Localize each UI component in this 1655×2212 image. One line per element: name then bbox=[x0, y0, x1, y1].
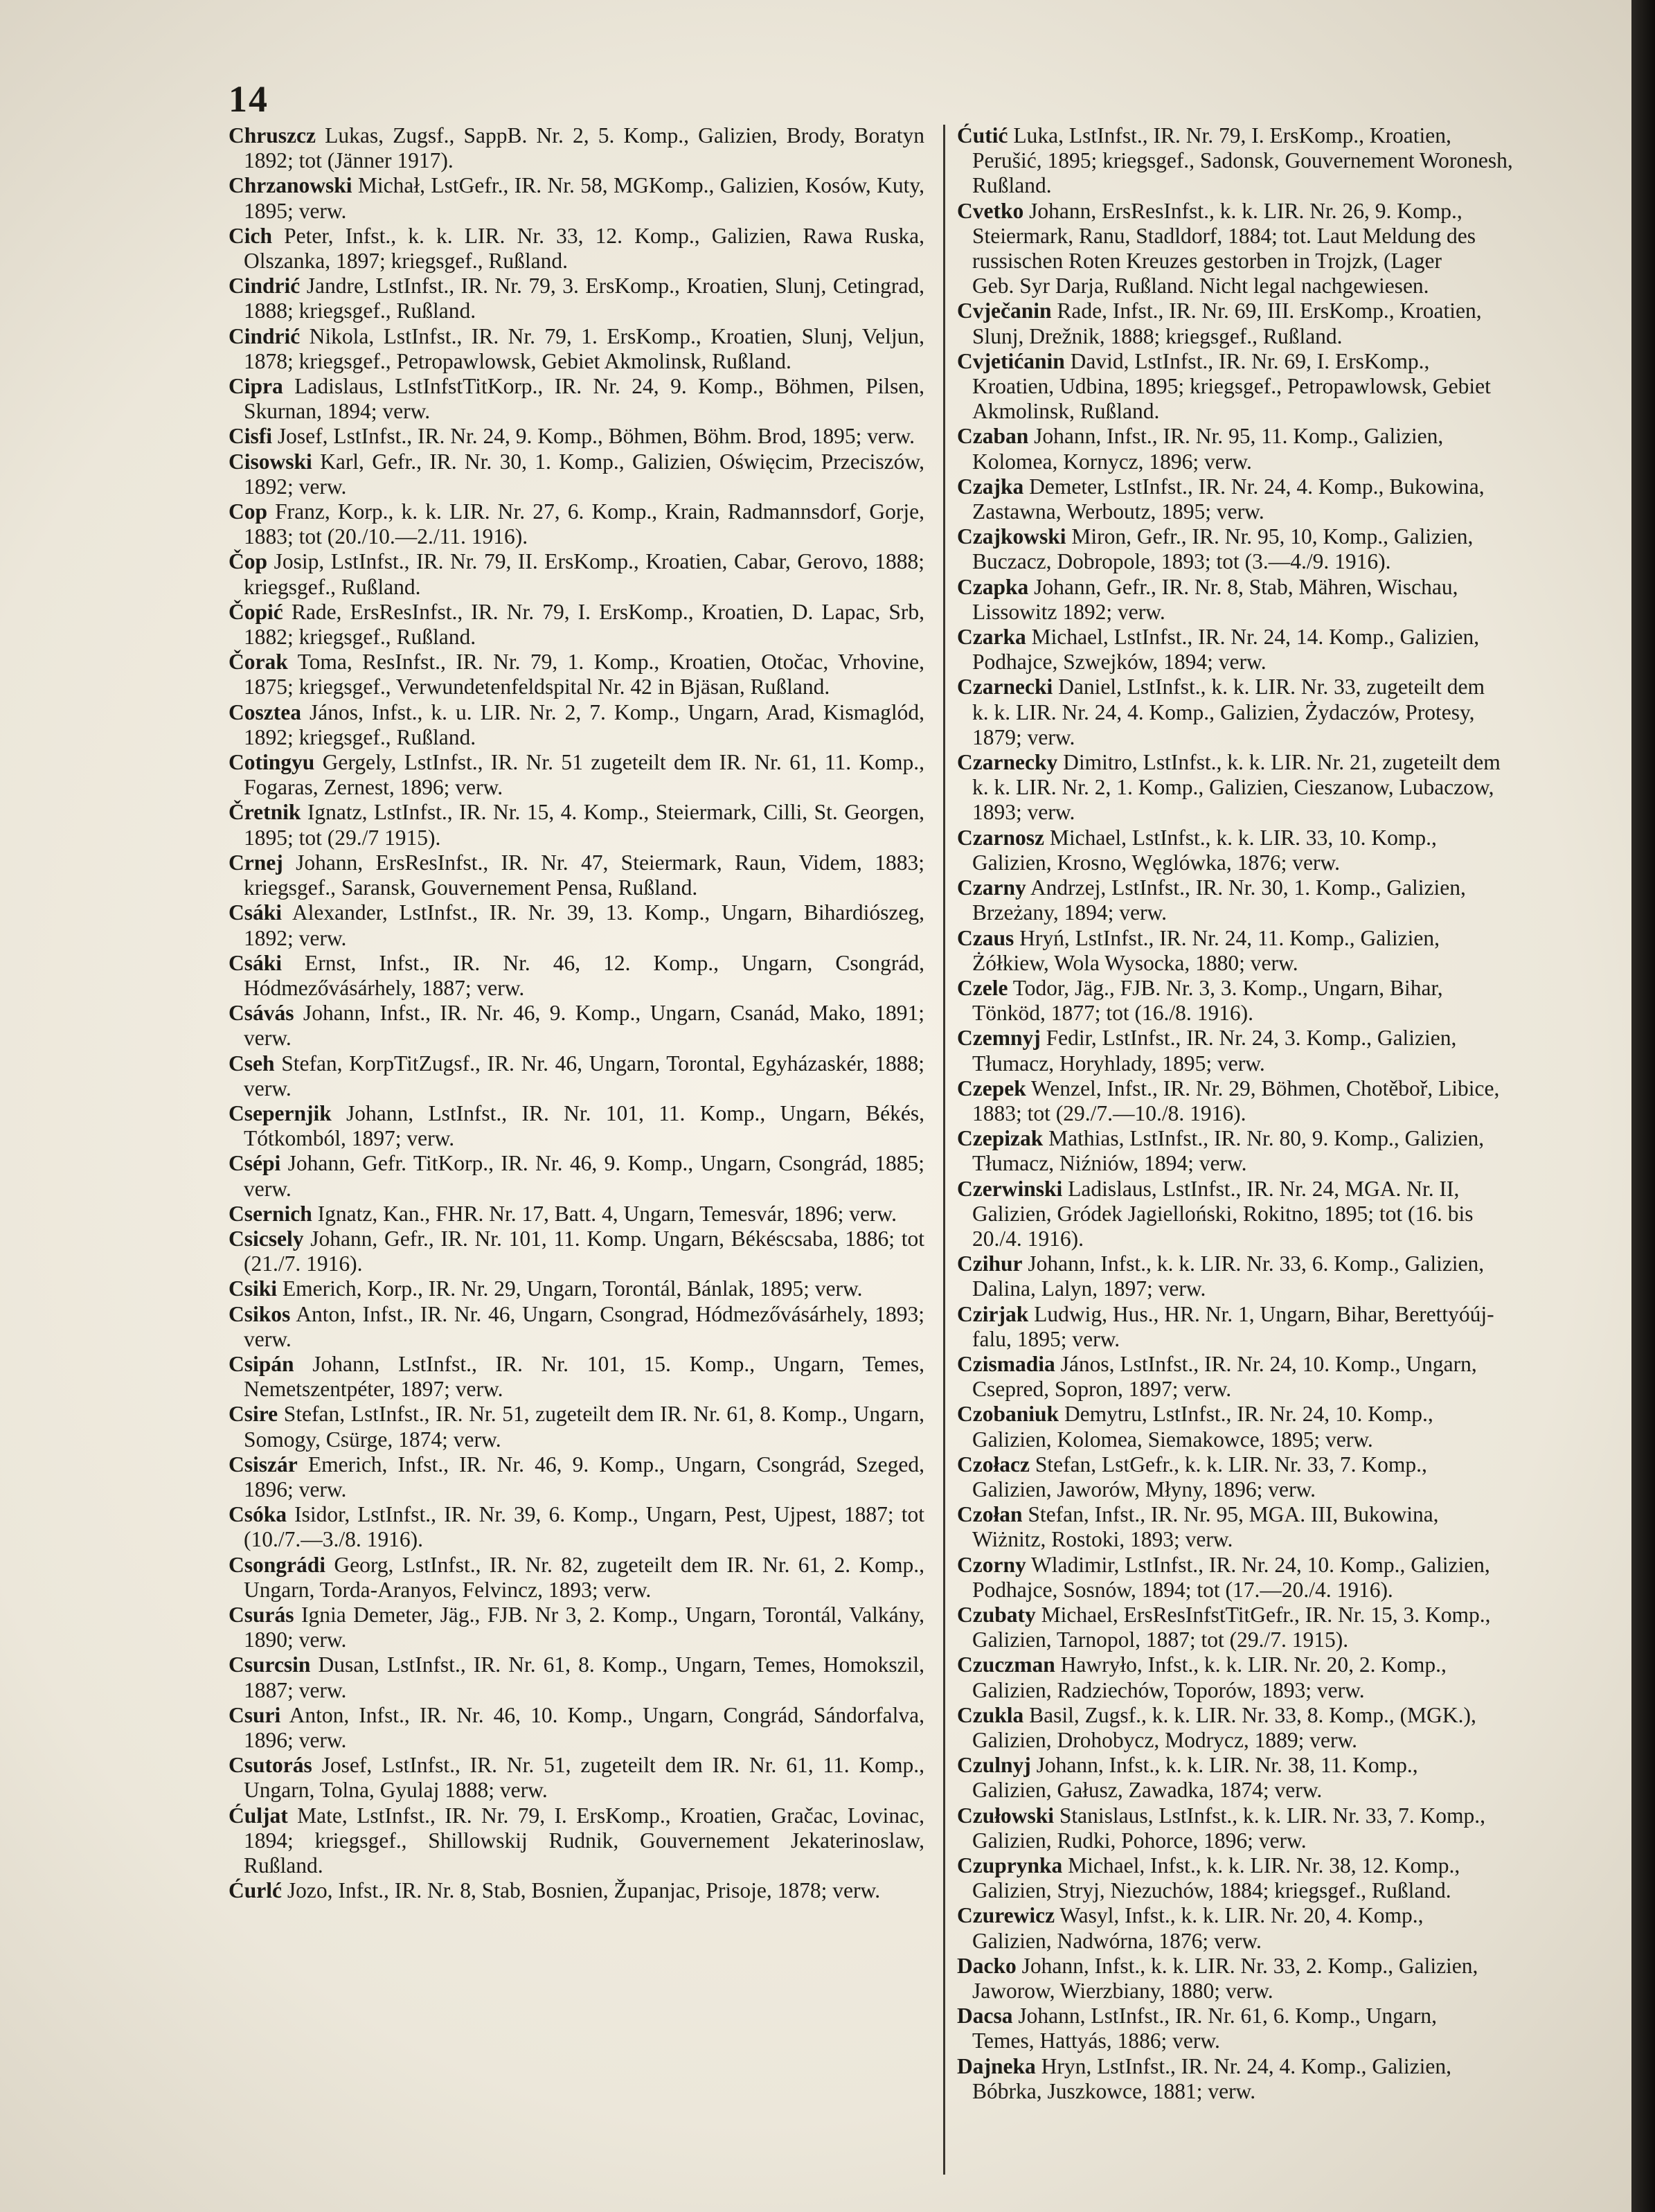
entry-continuation: Galizien, Tarnopol, 1887; tot (29./7. 1915). bbox=[972, 1627, 1349, 1652]
entry-continuation: Akmolinsk, Rußland. bbox=[972, 399, 1160, 424]
entry-surname: Cvjetićanin bbox=[957, 348, 1065, 373]
entry bbox=[229, 424, 924, 449]
entry bbox=[957, 1302, 1632, 1352]
entry-surname: Dacko bbox=[957, 1953, 1017, 1978]
entry-details: Emerich, Korp., IR. Nr. 29, Ungarn, Torontál, Bánlak, 1895; verw. bbox=[277, 1276, 863, 1301]
entry-details: Isidor, LstInfst., IR. Nr. 39, 6. Komp., Ungarn, Pest, Ujpest, 1887; tot (10./7.—3./8. 1916). bbox=[244, 1502, 924, 1552]
entry-surname: Czulnyj bbox=[957, 1753, 1031, 1778]
entry-surname: Czepizak bbox=[957, 1126, 1044, 1151]
entry-details: Ludwig, Hus., HR. Nr. 1, Ungarn, Bihar, Berettyóúj- bbox=[1028, 1301, 1494, 1326]
entry-surname: Czorny bbox=[957, 1552, 1026, 1577]
entry bbox=[957, 1553, 1632, 1603]
entry-continuation: Galizien, Gałusz, Zawadka, 1874; verw. bbox=[972, 1778, 1323, 1803]
entry-continuation: 20./4. 1916). bbox=[972, 1226, 1084, 1251]
entry-details: Johann, Gefr., IR. Nr. 8, Stab, Mähren, Wischau, bbox=[1028, 574, 1458, 599]
entry bbox=[229, 1553, 924, 1603]
entry-surname: Čop bbox=[229, 549, 268, 574]
entry-continuation: Podhajce, Szwejków, 1894; verw. bbox=[972, 650, 1267, 675]
entry bbox=[229, 1227, 924, 1276]
entry-details: Stefan, Infst., IR. Nr. 95, MGA. III, Bukowina, bbox=[1022, 1502, 1439, 1527]
entry bbox=[229, 1652, 924, 1702]
entry-surname: Csáki bbox=[229, 900, 283, 925]
entry-continuation: Kroatien, Udbina, 1895; kriegsgef., Petropawlowsk, Gebiet bbox=[972, 374, 1491, 399]
entry-surname: Chruszcz bbox=[229, 123, 316, 148]
entry bbox=[229, 750, 924, 800]
entry-details: Wladimir, LstInfst., IR. Nr. 24, 10. Komp., Galizien, bbox=[1026, 1552, 1490, 1577]
entry-surname: Ćuljat bbox=[229, 1803, 288, 1828]
entry-continuation: Geb. Syr Darja, Rußland. Nicht legal nachgewiesen. bbox=[972, 274, 1429, 298]
page-number: 14 bbox=[229, 78, 269, 120]
entry-details: Johann, Infst., k. k. LIR. Nr. 33, 2. Komp., Galizien, bbox=[1016, 1953, 1478, 1978]
entry-details: Jozo, Infst., IR. Nr. 8, Stab, Bosnien, Županjac, Prisoje, 1878; verw. bbox=[281, 1878, 881, 1903]
entry-details: Luka, LstInfst., IR. Nr. 79, I. ErsKomp., Kroatien, bbox=[1008, 123, 1451, 148]
entry-surname: Czerwinski bbox=[957, 1176, 1063, 1201]
entry-details: Johann, Gefr., IR. Nr. 101, 11. Komp. Ungarn, Békéscsaba, 1886; tot (21./7. 1916). bbox=[244, 1226, 924, 1276]
entry-surname: Cindrić bbox=[229, 323, 301, 348]
entry-continuation: Wiżnitz, Rostoki, 1893; verw. bbox=[972, 1527, 1233, 1552]
entry-details: David, LstInfst., IR. Nr. 69, I. ErsKomp., bbox=[1064, 348, 1430, 373]
entry-surname: Csire bbox=[229, 1402, 278, 1427]
entry bbox=[229, 1276, 924, 1301]
entry-details: Ignatz, LstInfst., IR. Nr. 15, 4. Komp., Steiermark, Cilli, St. Georgen, 1895; tot (29./7 1915). bbox=[244, 800, 924, 850]
entry-continuation: Galizien, Kolomea, Siemakowce, 1895; verw. bbox=[972, 1427, 1373, 1452]
entry-surname: Czołacz bbox=[957, 1452, 1030, 1477]
entry-continuation: russischen Roten Kreuzes gestorben in Trojzk, (Lager bbox=[972, 249, 1442, 274]
entry-surname: Cvetko bbox=[957, 198, 1024, 223]
entry-surname: Czukla bbox=[957, 1702, 1024, 1727]
entry-details: Johann, Gefr. TitKorp., IR. Nr. 46, 9. Komp., Ungarn, Csongrád, 1885; verw. bbox=[244, 1151, 924, 1201]
entry-surname: Csepernjik bbox=[229, 1100, 332, 1125]
entry bbox=[957, 625, 1632, 675]
entry-surname: Czuczman bbox=[957, 1652, 1055, 1677]
entry-surname: Csongrádi bbox=[229, 1552, 326, 1577]
entry-surname: Csáki bbox=[229, 950, 283, 975]
entry-details: Jandre, LstInfst., IR. Nr. 79, 3. ErsKomp., Kroatien, Slunj, Cetingrad, 1888; kriegsgef., Rußland. bbox=[244, 274, 924, 323]
entry bbox=[957, 1652, 1632, 1702]
entry-continuation: Temes, Hattyás, 1886; verw. bbox=[972, 2028, 1220, 2053]
entry-surname: Czarnosz bbox=[957, 825, 1044, 850]
entry bbox=[229, 173, 924, 223]
entry-continuation: Bóbrka, Juszkowce, 1881; verw. bbox=[972, 2078, 1256, 2103]
left-column bbox=[229, 123, 924, 1903]
entry bbox=[229, 800, 924, 850]
entry-details: Johann, Infst., k. k. LIR. Nr. 38, 11. Komp., bbox=[1030, 1753, 1418, 1778]
entry-surname: Csernich bbox=[229, 1201, 312, 1226]
entry-details: Gergely, LstInfst., IR. Nr. 51 zugeteilt dem IR. Nr. 61, 11. Komp., Fogaras, Zernest, 1896; verw. bbox=[244, 750, 924, 800]
entry bbox=[957, 123, 1632, 199]
entry bbox=[957, 1251, 1632, 1301]
entry bbox=[957, 1603, 1632, 1652]
entry-details: Dimitro, LstInfst., k. k. LIR. Nr. 21, zugeteilt dem bbox=[1057, 750, 1501, 775]
entry-details: Todor, Jäg., FJB. Nr. 3, 3. Komp., Ungarn, Bihar, bbox=[1008, 975, 1443, 1000]
entry bbox=[229, 274, 924, 323]
entry-surname: Czele bbox=[957, 975, 1008, 1000]
entry bbox=[957, 1402, 1632, 1452]
entry-surname: Czubaty bbox=[957, 1602, 1036, 1627]
entry-surname: Csiki bbox=[229, 1276, 278, 1301]
entry-surname: Csépi bbox=[229, 1151, 281, 1176]
entry-continuation: Csepred, Sopron, 1897; verw. bbox=[972, 1377, 1232, 1402]
entry bbox=[957, 1803, 1632, 1853]
entry-surname: Cvječanin bbox=[957, 298, 1052, 323]
entry-continuation: Galizien, Krosno, Węglówka, 1876; verw. bbox=[972, 850, 1340, 875]
entry-continuation: Tłumacz, Horyhlady, 1895; verw. bbox=[972, 1051, 1265, 1076]
entry-surname: Cotingyu bbox=[229, 750, 315, 775]
entry-surname: Czarka bbox=[957, 625, 1026, 650]
entry-details: Michael, Infst., k. k. LIR. Nr. 38, 12. Komp., bbox=[1062, 1853, 1460, 1878]
entry bbox=[229, 1001, 924, 1051]
entry-surname: Cisfi bbox=[229, 424, 272, 449]
entry-continuation: Podhajce, Sosnów, 1894; tot (17.—20./4. 1916). bbox=[972, 1577, 1393, 1602]
entry bbox=[229, 1878, 924, 1903]
entry-details: Emerich, Infst., IR. Nr. 46, 9. Komp., Ungarn, Csongrád, Szeged, 1896; verw. bbox=[244, 1452, 924, 1501]
entry-surname: Czuprynka bbox=[957, 1853, 1063, 1878]
entry-details: János, Infst., k. u. LIR. Nr. 2, 7. Komp., Ungarn, Arad, Kismaglód, 1892; kriegsgef., Rußland. bbox=[244, 699, 924, 749]
entry-surname: Ćurlć bbox=[229, 1878, 282, 1903]
entry-surname: Crnej bbox=[229, 850, 283, 875]
entry-details: Hawryło, Infst., k. k. LIR. Nr. 20, 2. Komp., bbox=[1055, 1652, 1447, 1677]
entry-surname: Csutorás bbox=[229, 1753, 312, 1778]
entry-details: Stefan, KorpTitZugsf., IR. Nr. 46, Ungarn, Torontal, Egyházaskér, 1888; verw. bbox=[244, 1051, 924, 1100]
entry-surname: Cisowski bbox=[229, 449, 312, 474]
entry-continuation: Żółkiew, Wola Wysocka, 1880; verw. bbox=[972, 950, 1298, 975]
entry-continuation: k. k. LIR. Nr. 2, 1. Komp., Galizien, Cieszanow, Lubaczow, bbox=[972, 775, 1494, 800]
entry-details: Basil, Zugsf., k. k. LIR. Nr. 33, 8. Komp., (MGK.), bbox=[1023, 1702, 1476, 1727]
entry-surname: Czismadia bbox=[957, 1351, 1055, 1376]
entry bbox=[957, 424, 1632, 474]
entry-details: Michael, LstInfst., k. k. LIR. 33, 10. Komp., bbox=[1044, 825, 1437, 850]
entry-details: Hryn, LstInfst., IR. Nr. 24, 4. Komp., Galizien, bbox=[1035, 2053, 1451, 2078]
entry-surname: Czaus bbox=[957, 925, 1014, 950]
entry-details: Johann, Infst., k. k. LIR. Nr. 33, 6. Komp., Galizien, bbox=[1022, 1251, 1485, 1276]
entry-details: Josef, LstInfst., IR. Nr. 51, zugeteilt dem IR. Nr. 61, 11. Komp., Ungarn, Tolna, Gyulaj 1888; verw. bbox=[244, 1753, 924, 1803]
entry-details: Stefan, LstGefr., k. k. LIR. Nr. 33, 7. Komp., bbox=[1029, 1452, 1427, 1477]
entry-continuation: Galizien, Rudki, Pohorce, 1896; verw. bbox=[972, 1828, 1307, 1853]
entry-details: Josip, LstInfst., IR. Nr. 79, II. ErsKomp., Kroatien, Cabar, Gerovo, 1888; kriegsgef., Rußland. bbox=[244, 549, 924, 599]
entry-surname: Czarny bbox=[957, 875, 1026, 900]
entry bbox=[957, 826, 1632, 875]
entry bbox=[229, 1452, 924, 1502]
entry-surname: Czobaniuk bbox=[957, 1402, 1059, 1427]
entry-details: Nikola, LstInfst., IR. Nr. 79, 1. ErsKomp., Kroatien, Slunj, Veljun, 1878; kriegsgef., Petropawlowsk, Gebiet Akmolinsk, Rußland. bbox=[244, 323, 924, 373]
entry bbox=[957, 675, 1632, 750]
entry-details: Karl, Gefr., IR. Nr. 30, 1. Komp., Galizien, Oświęcim, Przeciszów, 1892; verw. bbox=[244, 449, 924, 499]
entry bbox=[229, 1402, 924, 1452]
entry-continuation: k. k. LIR. Nr. 24, 4. Komp., Galizien, Żydaczów, Protesy, bbox=[972, 699, 1475, 724]
entry bbox=[957, 1502, 1632, 1552]
entry bbox=[229, 1101, 924, 1151]
entry bbox=[229, 700, 924, 750]
entry-details: Michael, LstInfst., IR. Nr. 24, 14. Komp., Galizien, bbox=[1026, 625, 1480, 650]
entry-surname: Csikos bbox=[229, 1301, 291, 1326]
entry-continuation: 1883; tot (29./7.—10./8. 1916). bbox=[972, 1100, 1246, 1125]
column-divider bbox=[943, 125, 945, 2175]
entry-continuation: Steiermark, Ranu, Stadldorf, 1884; tot. Laut Meldung des bbox=[972, 223, 1476, 248]
entry-details: Ignia Demeter, Jäg., FJB. Nr 3, 2. Komp., Ungarn, Torontál, Valkány, 1890; verw. bbox=[244, 1602, 924, 1652]
entry-details: Johann, ErsResInfst., k. k. LIR. Nr. 26, 9. Komp., bbox=[1023, 198, 1462, 223]
entry-details: Mathias, LstInfst., IR. Nr. 80, 9. Komp., Galizien, bbox=[1043, 1126, 1485, 1151]
entry-details: Alexander, LstInfst., IR. Nr. 39, 13. Komp., Ungarn, Bihardiószeg, 1892; verw. bbox=[244, 900, 924, 950]
entry bbox=[229, 1502, 924, 1552]
entry-details: Daniel, LstInfst., k. k. LIR. Nr. 33, zugeteilt dem bbox=[1053, 675, 1485, 699]
entry-continuation: Galizien, Stryj, Niezuchów, 1884; kriegsgef., Rußland. bbox=[972, 1878, 1451, 1903]
entry bbox=[229, 1151, 924, 1201]
entry-surname: Csóka bbox=[229, 1502, 287, 1527]
entry-details: Rade, Infst., IR. Nr. 69, III. ErsKomp., Kroatien, bbox=[1051, 298, 1482, 323]
entry bbox=[229, 374, 924, 424]
entry bbox=[957, 1126, 1632, 1176]
entry-details: Ernst, Infst., IR. Nr. 46, 12. Komp., Ungarn, Csongrád, Hódmezővásárhely, 1887; verw. bbox=[244, 950, 924, 1000]
entry bbox=[229, 549, 924, 599]
entry bbox=[957, 298, 1632, 348]
entry bbox=[229, 1302, 924, 1352]
entry bbox=[957, 926, 1632, 976]
entry-continuation: 1893; verw. bbox=[972, 800, 1075, 825]
entry-details: Johann, LstInfst., IR. Nr. 101, 15. Komp., Ungarn, Temes, Nemetszentpéter, 1897; verw. bbox=[244, 1351, 924, 1402]
entry bbox=[229, 1803, 924, 1879]
entry-surname: Czajkowski bbox=[957, 524, 1066, 549]
entry-surname: Cop bbox=[229, 499, 268, 524]
entry-surname: Csurás bbox=[229, 1602, 294, 1627]
entry-surname: Czułowski bbox=[957, 1803, 1055, 1828]
entry-details: Johann, Infst., IR. Nr. 95, 11. Komp., Galizien, bbox=[1028, 424, 1444, 449]
entry-continuation: Tönköd, 1877; tot (16./8. 1916). bbox=[972, 1001, 1253, 1026]
entry-surname: Dajneka bbox=[957, 2053, 1036, 2078]
entry bbox=[957, 1853, 1632, 1903]
entry-details: Johann, LstInfst., IR. Nr. 101, 11. Komp., Ungarn, Békés, Tótkomból, 1897; verw. bbox=[244, 1100, 924, 1151]
entry-surname: Czołan bbox=[957, 1502, 1023, 1527]
entry-continuation: Brzeżany, 1894; verw. bbox=[972, 900, 1168, 925]
entry-details: Johann, ErsResInfst., IR. Nr. 47, Steiermark, Raun, Videm, 1883; kriegsgef., Saransk, Gouvernement Pensa, Rußland. bbox=[244, 850, 924, 900]
entry-continuation: Galizien, Radziechów, Toporów, 1893; verw. bbox=[972, 1677, 1365, 1702]
entry-continuation: Zastawna, Werboutz, 1895; verw. bbox=[972, 499, 1264, 524]
entry-details: Anton, Infst., IR. Nr. 46, 10. Komp., Ungarn, Congrád, Sándorfalva, 1896; verw. bbox=[244, 1702, 924, 1752]
entry-details: Anton, Infst., IR. Nr. 46, Ungarn, Csongrad, Hódmezővásárhely, 1893; verw. bbox=[244, 1301, 924, 1351]
entry bbox=[957, 1026, 1632, 1076]
entry-surname: Czapka bbox=[957, 574, 1029, 599]
entry-continuation: Slunj, Drežnik, 1888; kriegsgef., Rußland. bbox=[972, 323, 1343, 348]
entry-continuation: Lissowitz 1892; verw. bbox=[972, 599, 1165, 624]
entry bbox=[229, 123, 924, 173]
entry-details: Hryń, LstInfst., IR. Nr. 24, 11. Komp., Galizien, bbox=[1014, 925, 1440, 950]
entry-surname: Csicsely bbox=[229, 1226, 304, 1251]
entry bbox=[229, 650, 924, 699]
entry-surname: Czarnecki bbox=[957, 675, 1053, 699]
entry-details: Ladislaus, LstInfstTitKorp., IR. Nr. 24, 9. Komp., Böhmen, Pilsen, Skurnan, 1894; verw. bbox=[244, 374, 924, 424]
entry-surname: Cipra bbox=[229, 374, 283, 399]
entry bbox=[957, 875, 1632, 925]
entry-details: Franz, Korp., k. k. LIR. Nr. 27, 6. Komp., Krain, Radmannsdorf, Gorje, 1883; tot (20./10.—2./11. 1916). bbox=[244, 499, 924, 549]
book-edge-shadow bbox=[1631, 0, 1655, 2212]
entry-surname: Ćutić bbox=[957, 123, 1008, 148]
entry-continuation: Galizien, Drohobycz, Modrycz, 1889; verw. bbox=[972, 1728, 1358, 1752]
entry-details: Demeter, LstInfst., IR. Nr. 24, 4. Komp., Bukowina, bbox=[1023, 474, 1485, 499]
entry-details: Miron, Gefr., IR. Nr. 95, 10, Komp., Galizien, bbox=[1066, 524, 1474, 549]
entry bbox=[229, 224, 924, 274]
entry bbox=[229, 324, 924, 374]
entry bbox=[957, 524, 1632, 574]
entry-surname: Cich bbox=[229, 223, 272, 248]
entry-surname: Csiszár bbox=[229, 1452, 298, 1477]
entry-surname: Čretnik bbox=[229, 800, 301, 825]
entry bbox=[957, 2004, 1632, 2053]
entry-details: Andrzej, LstInfst., IR. Nr. 30, 1. Komp., Galizien, bbox=[1026, 875, 1466, 900]
entry-surname: Czirjak bbox=[957, 1301, 1029, 1326]
entry bbox=[229, 1603, 924, 1652]
entry-continuation: Galizien, Gródek Jagielloński, Rokitno, 1895; tot (16. bis bbox=[972, 1201, 1474, 1226]
entry-details: Lukas, Zugsf., SappB. Nr. 2, 5. Komp., Galizien, Brody, Boratyn 1892; tot (Jänner 1917). bbox=[244, 123, 924, 173]
entry-surname: Cosztea bbox=[229, 699, 301, 724]
entry-details: Fedir, LstInfst., IR. Nr. 24, 3. Komp., Galizien, bbox=[1040, 1026, 1457, 1051]
entry-surname: Cindrić bbox=[229, 274, 301, 298]
entry-surname: Chrzanowski bbox=[229, 173, 352, 198]
entry-surname: Czurewicz bbox=[957, 1903, 1055, 1928]
entry-details: Mate, LstInfst., IR. Nr. 79, I. ErsKomp., Kroatien, Gračac, Lovinac, 1894; kriegsgef., Shillowskij Rudnik, Gouvernement Jekaterinoslaw, Rußland. bbox=[244, 1803, 924, 1878]
entry-details: Ladislaus, LstInfst., IR. Nr. 24, MGA. Nr. II, bbox=[1062, 1176, 1460, 1201]
entry-details: Michael, ErsResInfstTitGefr., IR. Nr. 15, 3. Komp., bbox=[1035, 1602, 1491, 1627]
entry-details: Demytru, LstInfst., IR. Nr. 24, 10. Komp., bbox=[1059, 1402, 1433, 1427]
entry bbox=[229, 449, 924, 499]
entry-continuation: Tłumacz, Niźniów, 1894; verw. bbox=[972, 1151, 1247, 1176]
entry-surname: Czemnyj bbox=[957, 1026, 1041, 1051]
entry bbox=[229, 1352, 924, 1402]
entry-continuation: Kolomea, Kornycz, 1896; verw. bbox=[972, 449, 1252, 474]
entry bbox=[957, 1903, 1632, 1953]
entry-surname: Cseh bbox=[229, 1051, 275, 1076]
entry bbox=[957, 976, 1632, 1026]
entry bbox=[229, 1202, 924, 1227]
entry-details: Johann, Infst., IR. Nr. 46, 9. Komp., Ungarn, Csanád, Mako, 1891; verw. bbox=[244, 1001, 924, 1051]
entry-surname: Dacsa bbox=[957, 2004, 1013, 2028]
entry-details: Toma, ResInfst., IR. Nr. 79, 1. Komp., Kroatien, Otočac, Vrhovine, 1875; kriegsgef., Verwundetenfeldspital Nr. 42 in Bjäsan, Rußland. bbox=[244, 650, 924, 699]
entry-details: Georg, LstInfst., IR. Nr. 82, zugeteilt dem IR. Nr. 61, 2. Komp., Ungarn, Torda-Aranyos, Felvincz, 1893; verw. bbox=[244, 1552, 924, 1602]
entry-surname: Czepek bbox=[957, 1076, 1026, 1100]
entry-surname: Csávás bbox=[229, 1001, 294, 1026]
entry bbox=[957, 1954, 1632, 2004]
entry-continuation: Rußland. bbox=[972, 173, 1052, 198]
entry bbox=[957, 349, 1632, 425]
entry-continuation: Jaworow, Wierzbiany, 1880; verw. bbox=[972, 1979, 1273, 2004]
entry-details: Peter, Infst., k. k. LIR. Nr. 33, 12. Komp., Galizien, Rawa Ruska, Olszanka, 1897; kriegsgef., Rußland. bbox=[244, 223, 924, 274]
entry-continuation: Perušić, 1895; kriegsgef., Sadonsk, Gouvernement Woronesh, bbox=[972, 148, 1513, 173]
entry bbox=[957, 1352, 1632, 1402]
entry-surname: Czaban bbox=[957, 424, 1029, 449]
entry bbox=[229, 850, 924, 900]
entry bbox=[229, 600, 924, 650]
entry-continuation: Galizien, Jaworów, Młyny, 1896; verw. bbox=[972, 1477, 1316, 1501]
entry-details: Stanislaus, LstInfst., k. k. LIR. Nr. 33, 7. Komp., bbox=[1054, 1803, 1486, 1828]
entry-details: Dusan, LstInfst., IR. Nr. 61, 8. Komp., Ungarn, Temes, Homokszil, 1887; verw. bbox=[244, 1652, 924, 1702]
entry-surname: Czihur bbox=[957, 1251, 1023, 1276]
entry-continuation: Buczacz, Dobropole, 1893; tot (3.—4./9. 1916). bbox=[972, 549, 1391, 574]
entry-details: Stefan, LstInfst., IR. Nr. 51, zugeteilt dem IR. Nr. 61, 8. Komp., Ungarn, Somogy, Csürge, 1874; verw. bbox=[244, 1402, 924, 1452]
entry bbox=[957, 199, 1632, 299]
entry-surname: Csipán bbox=[229, 1351, 294, 1376]
entry bbox=[957, 1452, 1632, 1502]
entry-details: Wenzel, Infst., IR. Nr. 29, Böhmen, Chotěboř, Libice, bbox=[1026, 1076, 1500, 1100]
entry-surname: Čorak bbox=[229, 650, 288, 675]
entry bbox=[229, 1703, 924, 1753]
entry-surname: Czajka bbox=[957, 474, 1024, 499]
right-column bbox=[957, 123, 1632, 2104]
entry-continuation: falu, 1895; verw. bbox=[972, 1326, 1120, 1351]
entry bbox=[229, 1051, 924, 1101]
entry bbox=[957, 2054, 1632, 2104]
entry bbox=[957, 1753, 1632, 1803]
entry bbox=[229, 951, 924, 1001]
entry bbox=[957, 750, 1632, 826]
entry bbox=[229, 1753, 924, 1803]
entry-continuation: 1879; verw. bbox=[972, 724, 1075, 749]
entry bbox=[957, 474, 1632, 524]
entry bbox=[957, 575, 1632, 625]
entry-details: Michał, LstGefr., IR. Nr. 58, MGKomp., Galizien, Kosów, Kuty, 1895; verw. bbox=[244, 173, 924, 223]
entry-surname: Csurcsin bbox=[229, 1652, 311, 1677]
entry-surname: Czarnecky bbox=[957, 750, 1058, 775]
entry bbox=[957, 1703, 1632, 1753]
entry-details: Wasyl, Infst., k. k. LIR. Nr. 20, 4. Komp., bbox=[1055, 1903, 1424, 1928]
entry-continuation: Dalina, Lalyn, 1897; verw. bbox=[972, 1276, 1206, 1301]
entry-details: Ignatz, Kan., FHR. Nr. 17, Batt. 4, Ungarn, Temesvár, 1896; verw. bbox=[312, 1201, 897, 1226]
entry-details: János, LstInfst., IR. Nr. 24, 10. Komp., Ungarn, bbox=[1055, 1351, 1477, 1376]
entry-details: Josef, LstInfst., IR. Nr. 24, 9. Komp., Böhmen, Böhm. Brod, 1895; verw. bbox=[272, 424, 915, 449]
entry bbox=[957, 1177, 1632, 1252]
entry bbox=[957, 1076, 1632, 1126]
entry-details: Johann, LstInfst., IR. Nr. 61, 6. Komp., Ungarn, bbox=[1012, 2004, 1437, 2028]
entry-details: Rade, ErsResInfst., IR. Nr. 79, I. ErsKomp., Kroatien, D. Lapac, Srb, 1882; kriegsgef., Rußland. bbox=[244, 599, 924, 650]
entry-surname: Čopić bbox=[229, 599, 283, 624]
entry bbox=[229, 900, 924, 950]
entry-continuation: Galizien, Nadwórna, 1876; verw. bbox=[972, 1928, 1262, 1953]
entry-surname: Csuri bbox=[229, 1702, 281, 1727]
entry bbox=[229, 499, 924, 549]
